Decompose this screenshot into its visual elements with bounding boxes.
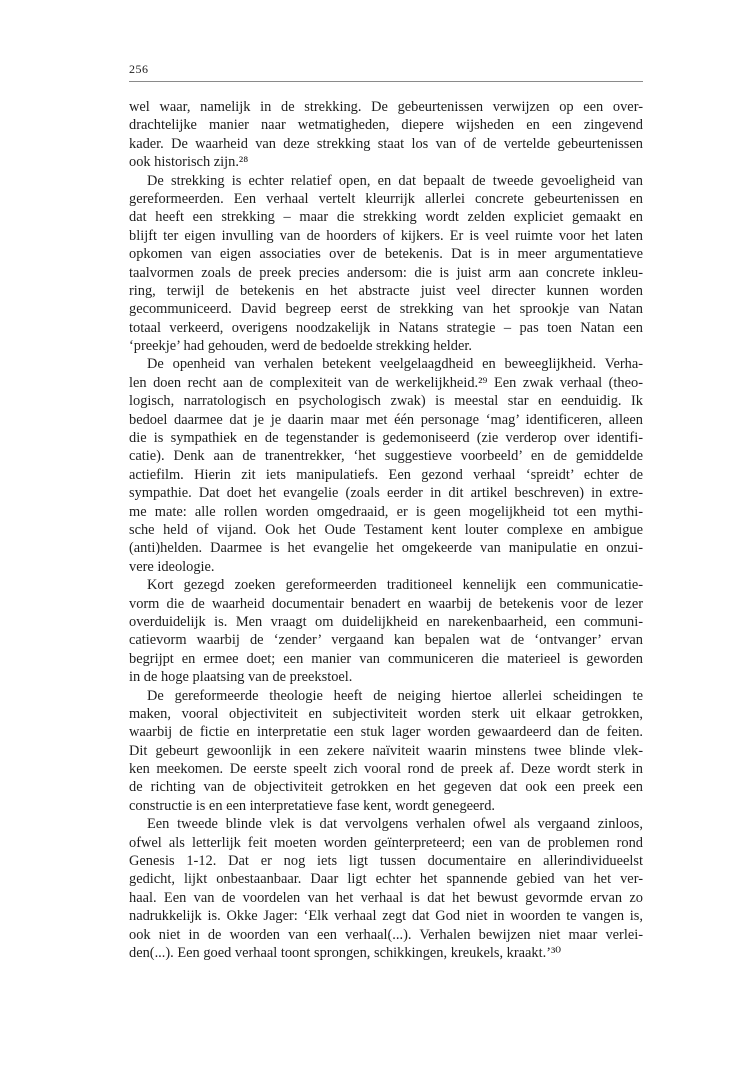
- text-line: Kort gezegd zoeken gereformeerden traditioneel kennelijk een communicatie-: [147, 577, 643, 594]
- paragraph: [129, 815, 643, 962]
- text-line: totaal verkeerd, overigens noodzakelijk in Natans strategie – pas toen Natan een: [129, 319, 643, 336]
- text-line: opkomen van eigen associaties over de betekenis. Dat is in meer argumentatieve: [129, 246, 643, 263]
- text-line: in de hoge plaatsing van de preekstoel.: [129, 669, 353, 686]
- text-line: ook niet in de woorden van een verhaal(...). Verhalen bewijzen niet maar verlei-: [129, 926, 643, 943]
- text-line: De gereformeerde theologie heeft de neiging hiertoe allerlei scheidingen te: [147, 687, 643, 704]
- text-line: sympathie. Dat doet het evangelie (zoals eerder in dit artikel beschreven) in extre-: [129, 485, 643, 502]
- text-line: begrijpt en ermee doet; een manier van communiceren die materieel is geworden: [129, 650, 643, 667]
- text-line: die is sympathiek en de tegenstander is gedemoniseerd (zie verderop over identifi-: [129, 430, 643, 447]
- text-line: nadrukkelijk is. Okke Jager: ‘Elk verhaal zegt dat God niet in woorden te vangen is,: [129, 908, 643, 925]
- page-number: 256: [129, 62, 149, 76]
- text-line: Een tweede blinde vlek is dat vervolgens verhalen ofwel als vergaand zinloos,: [147, 816, 643, 833]
- text-line: gereformeerden. Een verhaal vertelt kleurrijk allerlei concrete gebeurtenissen en: [129, 190, 643, 207]
- text-line: ofwel als letterlijk feit moeten worden geïnterpreteerd; een van de problemen rond: [129, 834, 643, 851]
- text-line: ring, terwijl de betekenis en het abstracte juist veel directer kunnen worden: [129, 282, 643, 299]
- paragraph: [129, 172, 643, 356]
- text-line: De strekking is echter relatief open, en dat bepaalt de tweede gevoeligheid van: [147, 172, 643, 189]
- text-line: actiefilm. Hierin zit iets manipulatiefs. Een gezond verhaal ‘spreidt’ echter de: [129, 466, 643, 483]
- text-line: gecommuniceerd. David begreep eerst de strekking van het sprookje van Natan: [129, 301, 643, 318]
- text-line: vorm die de waarheid documentair benadert en waarbij de betekenis voor de lezer: [129, 595, 643, 612]
- header-rule: [129, 81, 643, 82]
- text-line: taalvormen zoals de preek precies andersom: die is juist arm aan concrete inkleu-: [129, 264, 643, 281]
- text-line: gedicht, lijkt onbestaanbaar. Daar ligt echter het spannende gebied van het ver-: [129, 871, 643, 888]
- text-line: (anti)helden. Daarmee is het evangelie het omgekeerde van manipulatie en onzui-: [129, 540, 643, 557]
- text-line: Dit gebeurt gewoonlijk in een zekere naïviteit waarin minstens twee blinde vlek-: [129, 742, 643, 759]
- body-text: [129, 98, 643, 962]
- text-line: blijft ter eigen invulling van de hoorders of kijkers. Er is veel ruimte voor het laten: [129, 227, 643, 244]
- text-line: overduidelijk is. Men vraagt om duidelijkheid en narekenbaarheid, een communi-: [129, 613, 643, 630]
- text-line: sche held of vijand. Ook het Oude Testament kent louter complexe en ambigue: [129, 521, 643, 538]
- text-line: catievorm waarbij de ‘zender’ vergaand kan bepalen wat de ‘ontvanger’ ervan: [129, 632, 643, 649]
- text-line: De openheid van verhalen betekent veelgelaagdheid en beweeglijkheid. Verha-: [147, 356, 643, 373]
- text-line: bedoel daarmee dat je je daarin maar met één personage ‘mag’ identificeren, alleen: [129, 411, 643, 428]
- text-line: len doen recht aan de complexiteit van de werkelijkheid.²⁹ Een zwak verhaal (theo-: [129, 374, 643, 391]
- paragraph: [129, 687, 643, 816]
- text-line: maken, vooral objectiviteit en subjectiviteit worden sterk uit elkaar getrokken,: [129, 705, 643, 722]
- text-line: ook historisch zijn.²⁸: [129, 154, 249, 171]
- text-line: Genesis 1-12. Dat er nog iets ligt tussen documentaire en allerindividueelst: [129, 853, 643, 870]
- text-line: ken meekomen. De eerste speelt zich vooral rond de preek af. Deze wordt sterk in: [129, 761, 643, 778]
- text-line: catie). Denk aan de tranentrekker, ‘het suggestieve voorbeeld’ en de gemiddelde: [129, 448, 643, 465]
- text-line: ‘preekje’ had gehouden, werd de bedoelde strekking helder.: [129, 338, 472, 355]
- paragraph: [129, 576, 643, 686]
- text-line: wel waar, namelijk in de strekking. De gebeurtenissen verwijzen op een over-: [129, 99, 643, 115]
- paragraph: [129, 355, 643, 576]
- text-line: drachtelijke manier naar wetmatigheden, diepere wijsheden en een zingevend: [129, 117, 643, 134]
- text-line: me mate: alle rollen worden omgedraaid, er is geen mogelijkheid tot een mythi-: [129, 503, 643, 520]
- text-line: kader. De waarheid van deze strekking staat los van of de vertelde gebeurtenissen: [129, 135, 643, 152]
- text-line: logisch, narratologisch en psychologisch zwak) is meestal star en eenduidig. Ik: [129, 393, 643, 410]
- text-line: de richting van de objectiviteit getrokken en het gegeven dat ook een preek een: [129, 779, 643, 796]
- text-line: den(...). Een goed verhaal toont sprongen, schikkingen, kreukels, kraakt.’³⁰: [129, 944, 562, 961]
- text-line: constructie is en een interpretatieve fase kent, wordt genegeerd.: [129, 797, 495, 814]
- paragraph: [129, 98, 643, 172]
- text-line: vere ideologie.: [129, 558, 215, 575]
- text-line: dat heeft een strekking – maar die strekking wordt zelden expliciet gemaakt en: [129, 209, 643, 226]
- text-line: haal. Een van de voordelen van het verhaal is dat het bewust gevormde ervan zo: [129, 889, 643, 906]
- text-line: waarbij de fictie en interpretatie een stuk lager worden gewaardeerd dan de feiten.: [129, 724, 643, 741]
